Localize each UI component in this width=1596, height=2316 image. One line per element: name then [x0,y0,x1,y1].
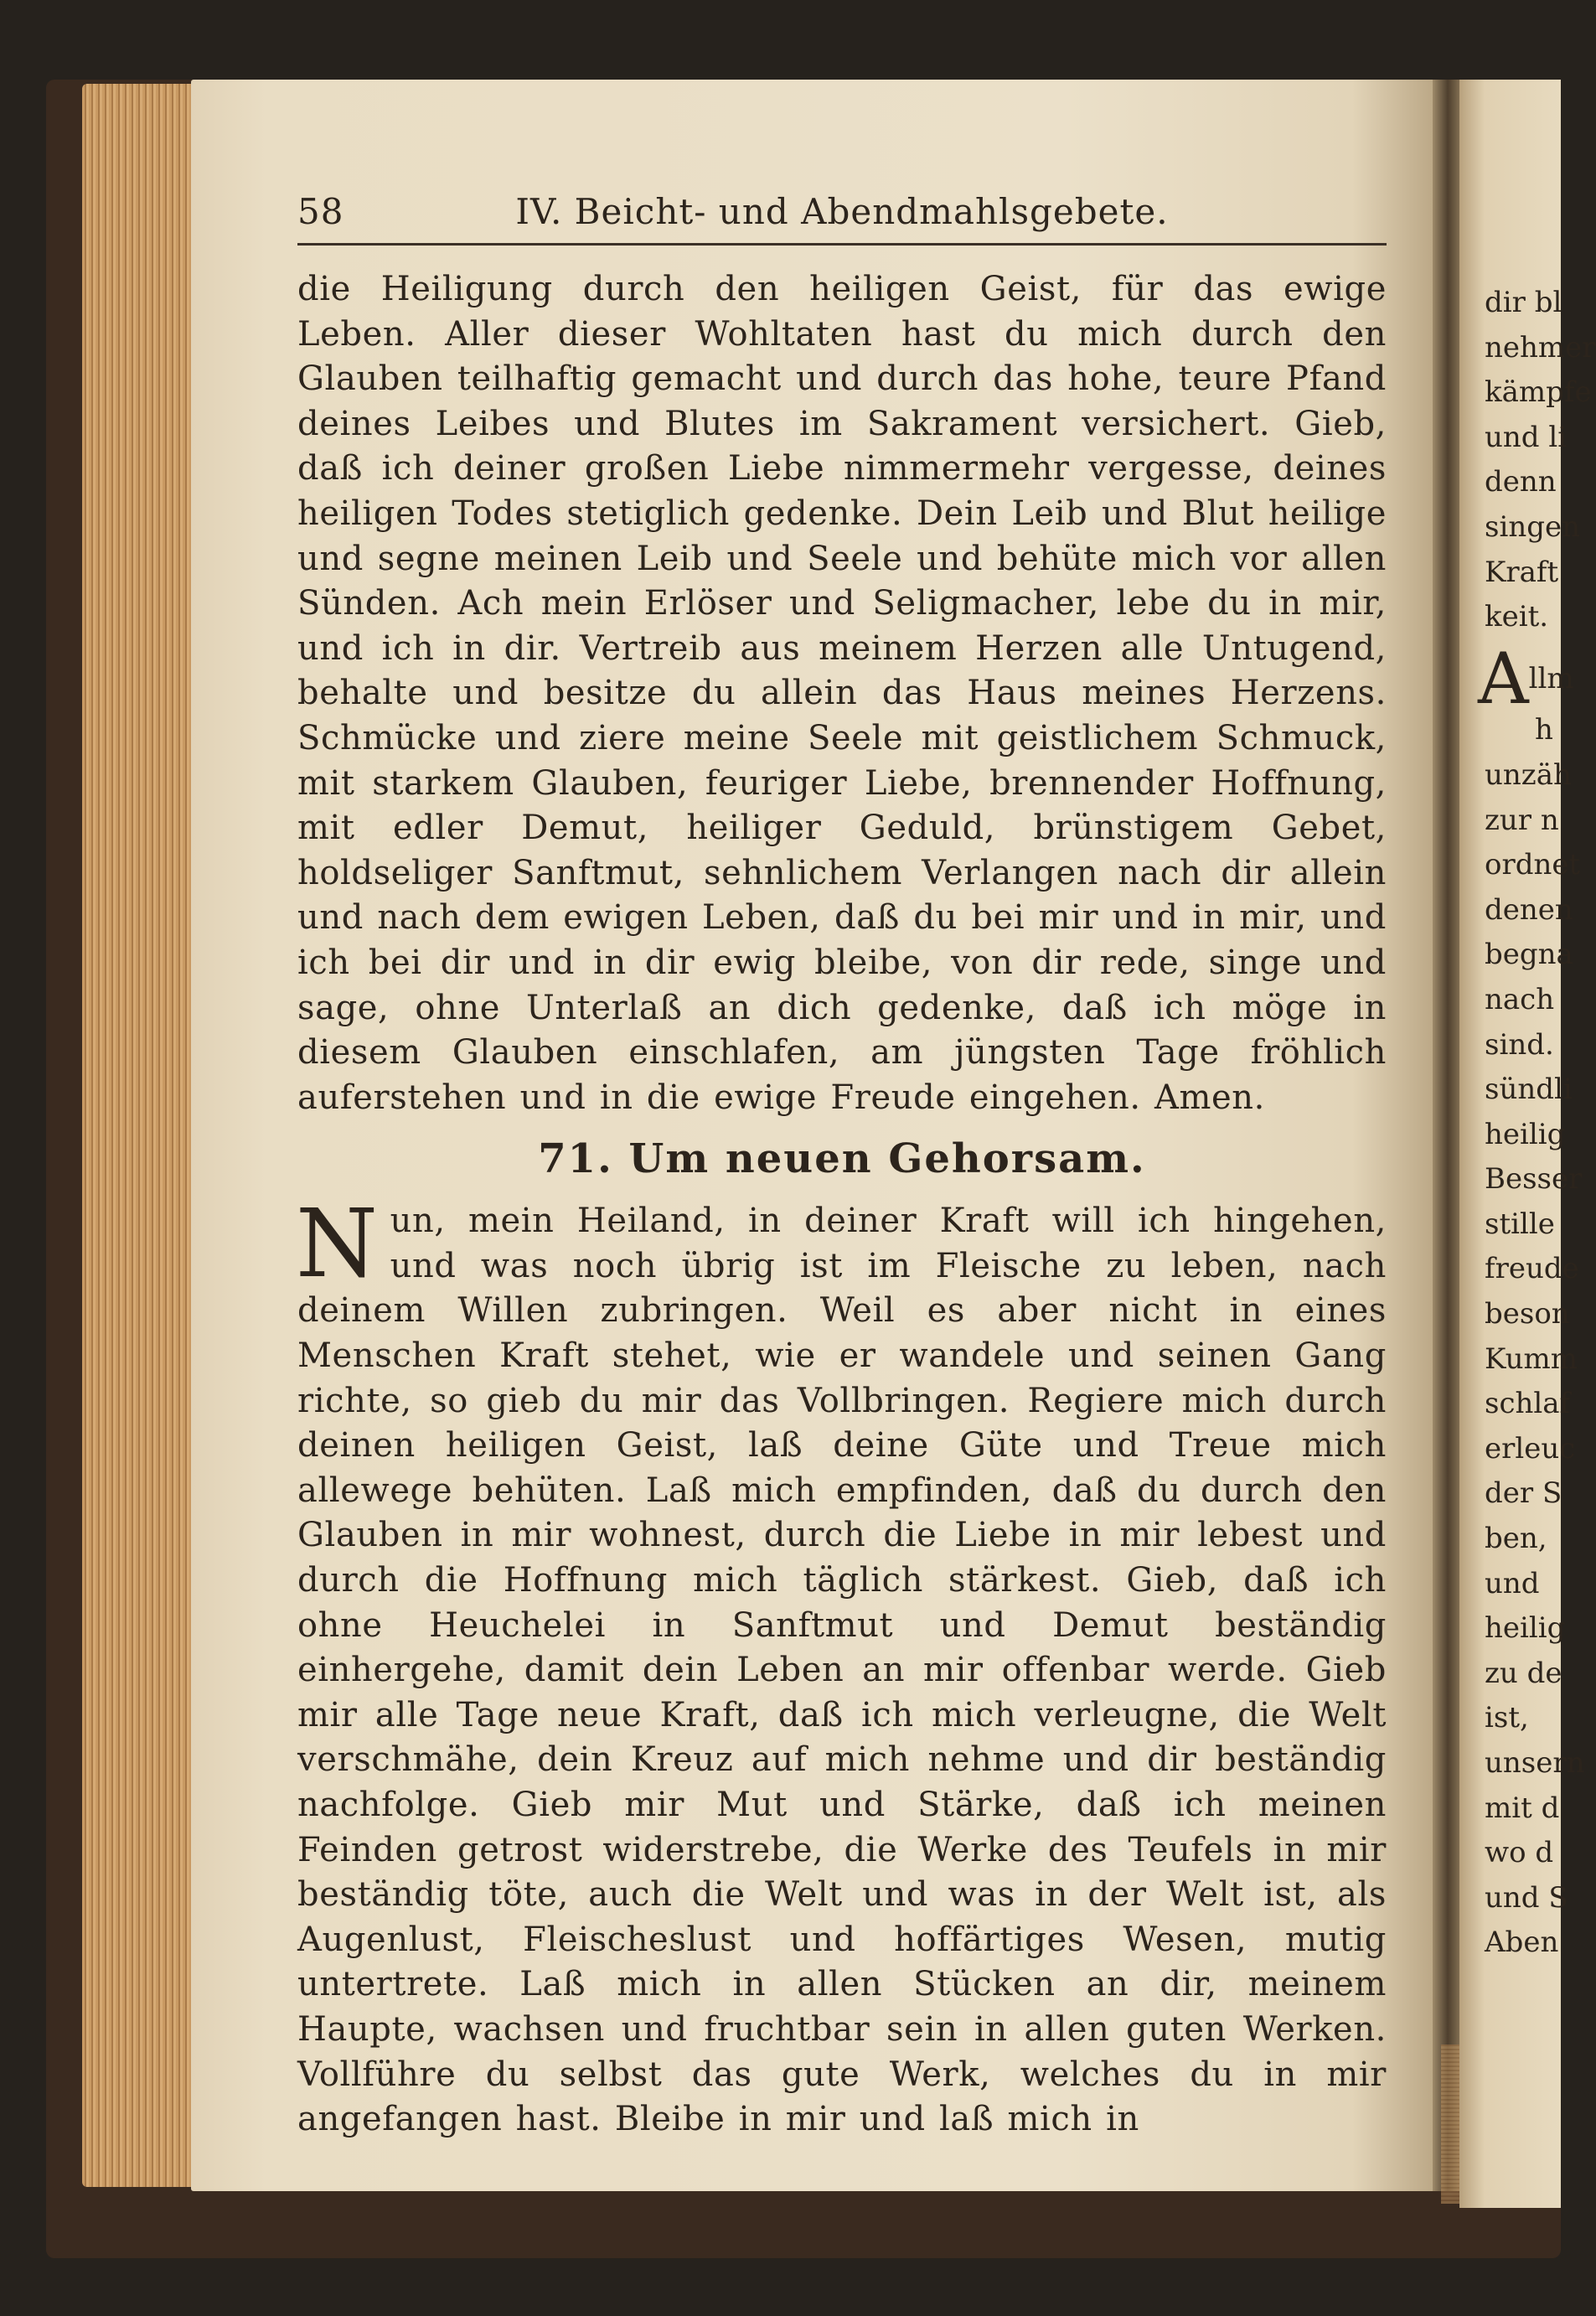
facing-line: nehmer [1485,330,1596,364]
facing-line: nach [1485,982,1555,1016]
section-paragraph [296,1190,1387,2142]
running-title: IV. Beicht- und Abendmahlsgebete. [515,191,1169,232]
facing-line: zur n [1485,803,1559,837]
facing-drop-cap [1478,637,1574,720]
facing-line: und [1485,1566,1540,1600]
facing-line: Kumm [1485,1342,1578,1376]
facing-line: Aben [1485,1926,1559,1960]
facing-line: stille [1485,1207,1555,1241]
drop-cap: N [296,1190,379,1300]
facing-line: sündli [1485,1073,1573,1107]
facing-drop-cap-letter: A [1478,637,1529,720]
facing-line: begna [1485,938,1573,972]
facing-line: schlaf [1485,1387,1571,1421]
facing-line: singen [1485,509,1581,544]
facing-line: wo d [1485,1836,1554,1870]
facing-line: heilig [1485,1611,1566,1646]
page-number: 58 [297,191,344,232]
facing-line: denen [1485,892,1573,927]
facing-line: und S [1485,1880,1568,1915]
continuation-paragraph: die Heiligung durch den heiligen Geist, für das ewige Leben. Aller dieser Wohltaten hast du mich durch den Glauben teilhaftig gemacht und durch das hohe, teure Pfand deines Leibes und Blutes im Sakrament versichert. Gieb, daß ich deiner großen Liebe nimmermehr vergesse, deines heiligen Todes stetiglich gedenke. Dein Leib und Blut heilige und segne meinen Leib und Seele und behüte mich vor allen Sünden. Ach mein Erlöser und Seligmacher, lebe du in mir, und ich in dir. Vertreib aus meinem Herzen alle Untugend, behalte und besitze du allein das Haus meines Herzens. Schmücke und ziere meine Seele mit geistlichem Schmuck, mit starkem Glauben, feuriger Liebe, brennender Hoffnung, mit edler Demut, heiliger Geduld, brünstigem Gebet, holdseliger Sanftmut, sehnlichem Verlangen nach dir allein und nach dem ewigen Leben, daß du bei mir und in mir, und ich bei dir und in dir ewig bleibe, von dir rede, singe und sage, ohne Unterlaß an dich gedenke, daß ich möge in diesem Glauben einschlafen, am jüngsten Tage fröhlich auferstehen und in die ewige Freude eingehen. Amen. [297,270,1387,1117]
facing-line: keit. [1485,600,1549,634]
facing-line: ordnet [1485,848,1581,882]
facing-drop-cap-fragment: llm [1528,661,1574,695]
facing-line: h [1535,713,1553,747]
left-page-text [297,186,1387,2143]
facing-line: freude [1485,1252,1579,1286]
facing-line: heilig [1485,1117,1566,1151]
facing-line: denn [1485,465,1557,499]
running-head [297,186,1387,238]
page-edges [82,84,193,2187]
facing-page [1459,80,1596,2208]
section-heading: 71. Um neuen Gehorsam. [538,1135,1146,1183]
facing-line: Kraft [1485,555,1559,589]
facing-line: Besser [1485,1162,1583,1197]
facing-line: der S [1485,1476,1562,1511]
facing-line: unsern [1485,1746,1585,1780]
facing-line: ist, [1485,1701,1529,1735]
book-gutter [1433,80,1463,2191]
section-paragraph-text: un, mein Heiland, in deiner Kraft will ich hingehen, und was noch übrig ist im Fleische zu leben, nach deinem Willen zubringen. Weil es aber nicht in eines Menschen Kraft stehet, wie er wandele und seinen Gang richte, so gieb du mir das Vollbringen. Regiere mich durch deinen heiligen Geist, laß deine Güte und Treue mich allewege behüten. Laß mich empfinden, daß du durch den Glauben in mir wohnest, durch die Liebe in mir lebest und durch die Hoffnung mich täglich stärkest. Gieb, daß ich ohne Heuchelei in Sanftmut und Demut beständig einhergehe, damit dein Leben an mir offenbar werde. Gieb mir alle Tage neue Kraft, daß ich mich verleugne, die Welt verschmähe, dein Kreuz auf mich nehme und dir beständig nachfolge. Gieb mir Mut und Stärke, daß ich meinen Feinden getrost widerstrebe, die Werke des Teufels in mir beständig töte, auch die Welt und was in der Welt ist, als Augenlust, Fleischeslust und hoffärtiges Wesen, mutig untertrete. Laß mich in allen Stücken an dir, meinem Haupte, wachsen und fruchtbar sein in allen guten Werken. Vollführe du selbst das gute Werk, welches du in mir angefangen hast. Bleibe in mir und laß mich in [297,1202,1387,2139]
facing-line: unzäh [1485,757,1572,792]
facing-line: dir bl [1485,286,1562,319]
facing-line: und li [1485,420,1568,454]
facing-line: sind. [1485,1027,1554,1062]
facing-line: zu de [1485,1656,1562,1690]
facing-line: mit d [1485,1791,1560,1825]
header-rule [297,243,1387,246]
facing-line: erleuc [1485,1431,1576,1466]
facing-line: beson [1485,1297,1570,1331]
facing-line: ben, [1485,1522,1547,1556]
facing-page-fragments [1478,281,1596,1966]
facing-line: kämpfe [1485,375,1592,410]
